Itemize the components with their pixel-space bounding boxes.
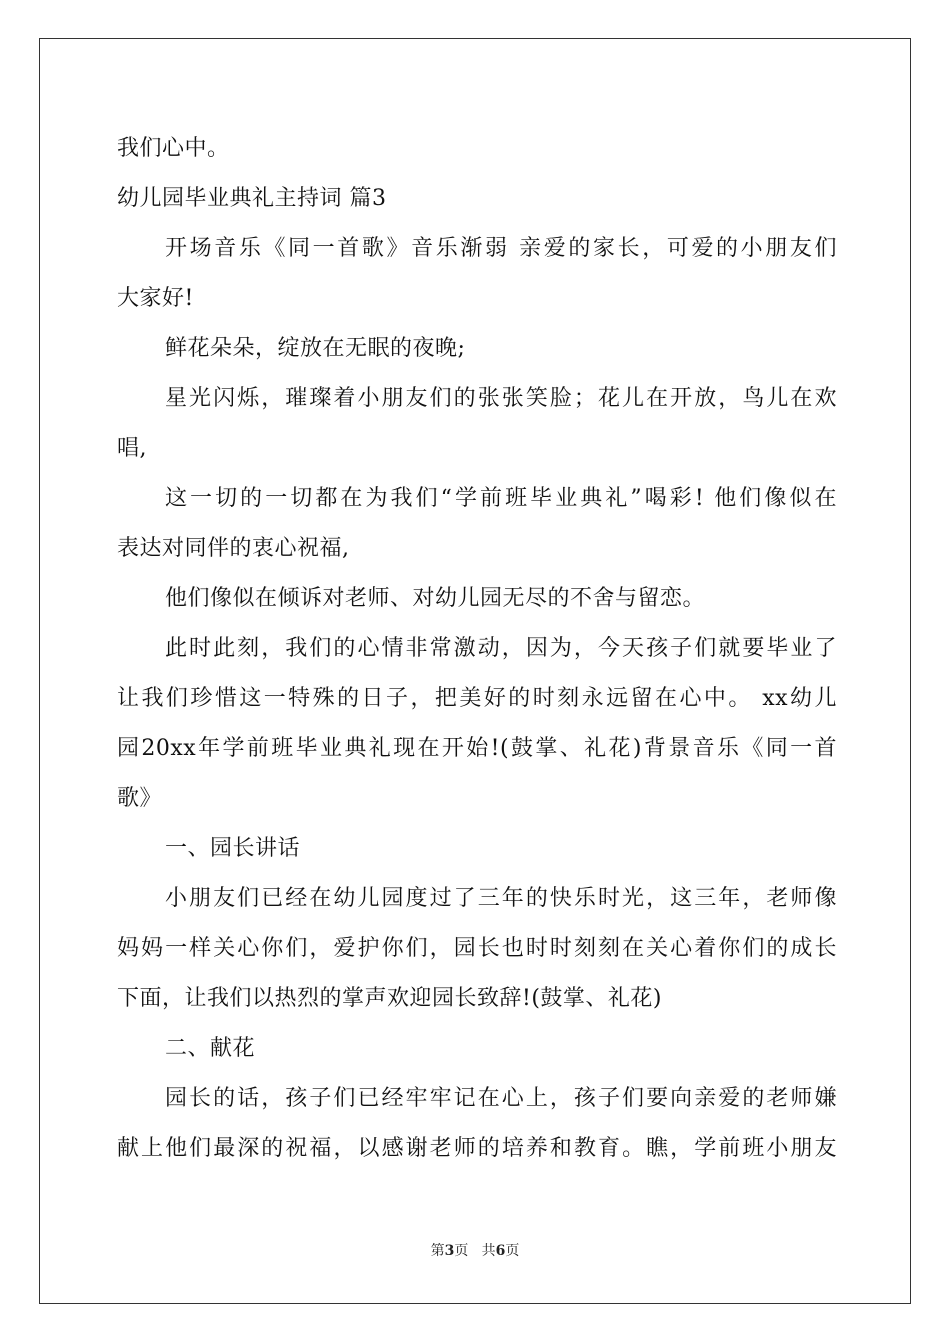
text-line: 唱,	[117, 436, 147, 461]
footer-prefix: 第	[430, 1243, 445, 1259]
text-line: 妈妈一样关心你们，爱护你们，园长也时时刻刻在关心着你们的成长	[117, 936, 837, 961]
text-line: 他们像似在倾诉对老师、对幼儿园无尽的不舍与留恋。	[165, 586, 706, 611]
text-line: 下面，让我们以热烈的掌声欢迎园长致辞!(鼓掌、礼花)	[117, 986, 663, 1011]
footer-suffix: 页	[505, 1243, 520, 1259]
text-line: 开场音乐《同一首歌》音乐渐弱 亲爱的家长，可爱的小朋友们	[165, 236, 837, 261]
page-border	[39, 38, 911, 1304]
text-line: 大家好!	[117, 286, 194, 311]
subsection-heading: 一、园长讲话	[165, 836, 301, 861]
text-line: 园长的话，孩子们已经牢牢记在心上，孩子们要向亲爱的老师嫌	[165, 1086, 837, 1111]
subsection-heading: 二、献花	[165, 1036, 256, 1061]
text-line: 歌》	[117, 786, 163, 811]
text-line: 这一切的一切都在为我们“学前班毕业典礼”喝彩! 他们像似在	[165, 486, 837, 511]
text-line: 鲜花朵朵，绽放在无眠的夜晚;	[165, 336, 466, 361]
total-page-number: 6	[495, 1243, 506, 1259]
text-line: 表达对同伴的衷心祝福,	[117, 536, 350, 561]
section-heading: 幼儿园毕业典礼主持词 篇3	[117, 186, 387, 211]
page-footer	[0, 1242, 950, 1260]
current-page-number: 3	[444, 1243, 455, 1259]
text-line: 星光闪烁，璀璨着小朋友们的张张笑脸；花儿在开放，鸟儿在欢	[165, 386, 837, 411]
text-line: 此时此刻，我们的心情非常激动，因为，今天孩子们就要毕业了	[165, 636, 837, 661]
text-line: 我们心中。	[117, 136, 230, 161]
text-line: 让我们珍惜这一特殊的日子，把美好的时刻永远留在心中。 xx幼儿	[117, 686, 837, 711]
text-line: 献上他们最深的祝福，以感谢老师的培养和教育。瞧，学前班小朋友	[117, 1136, 837, 1161]
text-line: 小朋友们已经在幼儿园度过了三年的快乐时光，这三年，老师像	[165, 886, 837, 911]
text-line: 园20xx年学前班毕业典礼现在开始!(鼓掌、礼花)背景音乐《同一首	[117, 736, 837, 761]
footer-middle: 页 共	[454, 1243, 496, 1259]
